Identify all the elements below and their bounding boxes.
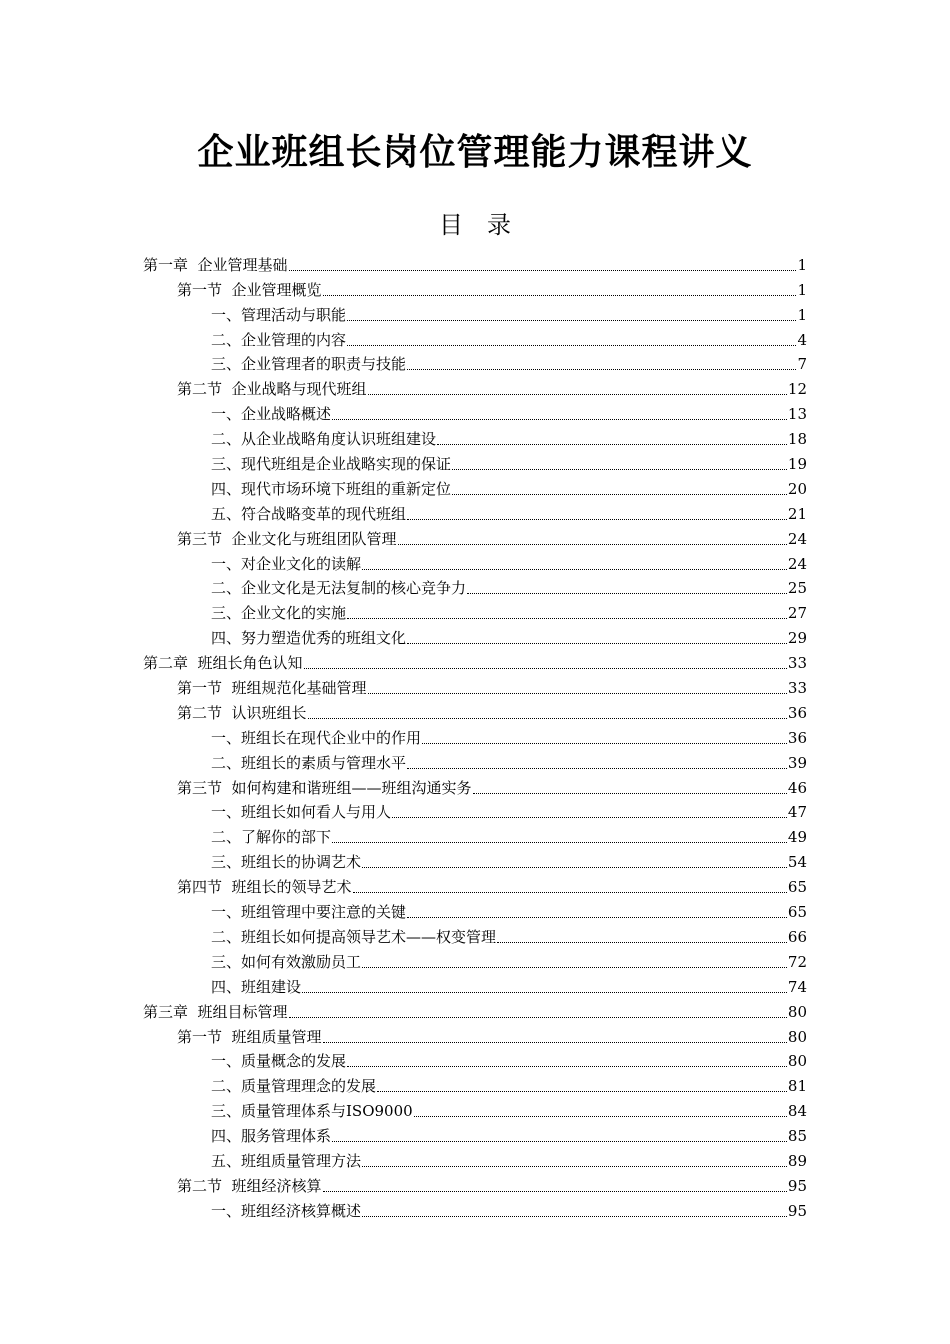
toc-dot-leader [407, 916, 787, 918]
toc-dot-leader [407, 767, 787, 769]
toc-dot-leader [452, 493, 787, 495]
toc-entry-title: 第三节 企业文化与班组团队管理 [177, 529, 397, 548]
toc-dot-leader [289, 269, 797, 271]
toc-dot-leader [362, 966, 787, 968]
toc-entry[interactable] [143, 1096, 807, 1121]
toc-entry[interactable] [143, 449, 807, 474]
toc-dot-leader [422, 742, 787, 744]
toc-dot-leader [407, 518, 787, 520]
toc-entry-page-number: 12 [787, 380, 807, 399]
toc-entry[interactable] [143, 947, 807, 972]
document-title: 企业班组长岗位管理能力课程讲义 [197, 131, 753, 173]
toc-entry-title: 四、服务管理体系 [211, 1127, 332, 1146]
toc-entry-page-number: 84 [787, 1102, 807, 1121]
toc-dot-leader [437, 443, 787, 445]
toc-entry[interactable] [143, 822, 807, 847]
toc-entry-title: 三、如何有效激励员工 [211, 952, 362, 971]
toc-entry[interactable] [143, 350, 807, 375]
toc-entry-page-number: 7 [797, 355, 807, 374]
toc-entry-title: 二、质量管理理念的发展 [211, 1077, 377, 1096]
toc-entry[interactable] [143, 773, 807, 798]
toc-entry[interactable] [143, 325, 807, 350]
toc-entry-page-number: 74 [787, 977, 807, 996]
toc-entry[interactable] [143, 847, 807, 872]
toc-dot-leader [362, 1215, 787, 1217]
toc-entry-page-number: 1 [797, 255, 807, 274]
toc-dot-leader [473, 792, 787, 794]
toc-dot-leader [362, 568, 787, 570]
toc-entry[interactable] [143, 250, 807, 275]
toc-entry[interactable] [143, 424, 807, 449]
toc-dot-leader [347, 344, 796, 346]
toc-entry[interactable] [143, 374, 807, 399]
toc-entry-page-number: 29 [787, 629, 807, 648]
toc-entry-page-number: 80 [787, 1052, 807, 1071]
toc-entry-title: 三、企业文化的实施 [211, 604, 347, 623]
toc-entry[interactable] [143, 1022, 807, 1047]
toc-entry[interactable] [143, 922, 807, 947]
toc-entry-title: 一、质量概念的发展 [211, 1052, 347, 1071]
toc-dot-leader [497, 941, 787, 943]
toc-dot-leader [362, 866, 787, 868]
toc-entry-title: 二、了解你的部下 [211, 828, 332, 847]
toc-entry-page-number: 95 [787, 1201, 807, 1220]
toc-entry-page-number: 46 [787, 778, 807, 797]
toc-entry[interactable] [143, 972, 807, 997]
toc-entry-page-number: 66 [787, 927, 807, 946]
toc-entry-title: 二、班组长的素质与管理水平 [211, 753, 407, 772]
toc-entry[interactable] [143, 673, 807, 698]
toc-entry[interactable] [143, 275, 807, 300]
toc-entry-page-number: 19 [787, 455, 807, 474]
toc-entry[interactable] [143, 1071, 807, 1096]
toc-dot-leader [304, 667, 787, 669]
toc-entry[interactable] [143, 300, 807, 325]
toc-entry[interactable] [143, 897, 807, 922]
toc-dot-leader [332, 1140, 787, 1142]
toc-dot-leader [347, 617, 787, 619]
toc-entry[interactable] [143, 524, 807, 549]
toc-dot-leader [407, 642, 787, 644]
toc-dot-leader [347, 1065, 787, 1067]
toc-dot-leader [302, 991, 787, 993]
toc-entry[interactable] [143, 598, 807, 623]
toc-entry-page-number: 21 [787, 504, 807, 523]
toc-entry-title: 五、班组质量管理方法 [211, 1151, 362, 1170]
toc-entry-page-number: 1 [797, 280, 807, 299]
toc-entry-page-number: 72 [787, 952, 807, 971]
toc-entry[interactable] [143, 997, 807, 1022]
toc-entry-title: 二、企业文化是无法复制的核心竞争力 [211, 579, 467, 598]
toc-entry-title: 三、质量管理体系与ISO9000 [211, 1102, 413, 1121]
toc-entry-title: 三、班组长的协调艺术 [211, 853, 362, 872]
toc-entry-page-number: 36 [787, 728, 807, 747]
toc-entry[interactable] [143, 748, 807, 773]
toc-heading: 目录 [439, 211, 535, 239]
toc-entry-page-number: 65 [787, 878, 807, 897]
toc-dot-leader [353, 891, 787, 893]
toc-entry[interactable] [143, 798, 807, 823]
toc-entry-page-number: 80 [787, 1002, 807, 1021]
toc-entry[interactable] [143, 499, 807, 524]
toc-dot-leader [332, 418, 787, 420]
toc-entry-title: 一、班组长如何看人与用人 [211, 803, 392, 822]
toc-entry-page-number: 36 [787, 703, 807, 722]
toc-entry-title: 一、班组管理中要注意的关键 [211, 903, 407, 922]
toc-entry[interactable] [143, 1196, 807, 1221]
toc-entry-page-number: 33 [787, 654, 807, 673]
toc-entry-page-number: 18 [787, 430, 807, 449]
toc-entry[interactable] [143, 648, 807, 673]
toc-entry-page-number: 25 [787, 579, 807, 598]
toc-entry-page-number: 24 [787, 554, 807, 573]
toc-entry-title: 一、管理活动与职能 [211, 305, 347, 324]
toc-entry[interactable] [143, 1171, 807, 1196]
toc-entry-title: 第一章 企业管理基础 [143, 255, 288, 274]
toc-entry-page-number: 4 [797, 330, 807, 349]
toc-entry-page-number: 33 [787, 679, 807, 698]
toc-entry[interactable] [143, 872, 807, 897]
toc-dot-leader [407, 368, 796, 370]
toc-entry-page-number: 65 [787, 903, 807, 922]
toc-entry-title: 第一节 企业管理概览 [177, 280, 322, 299]
toc-entry-page-number: 54 [787, 853, 807, 872]
toc-entry-title: 二、从企业战略角度认识班组建设 [211, 430, 437, 449]
toc-dot-leader [323, 294, 797, 296]
toc-entry-page-number: 81 [787, 1077, 807, 1096]
toc-entry-page-number: 47 [787, 803, 807, 822]
toc-entry-title: 第二节 认识班组长 [177, 703, 307, 722]
toc-dot-leader [392, 816, 787, 818]
toc-entry[interactable] [143, 623, 807, 648]
toc-dot-leader [332, 841, 787, 843]
toc-dot-leader [398, 543, 787, 545]
toc-entry-title: 一、班组长在现代企业中的作用 [211, 728, 422, 747]
toc-entry[interactable] [143, 1047, 807, 1072]
toc-entry-title: 四、努力塑造优秀的班组文化 [211, 629, 407, 648]
toc-entry-title: 一、企业战略概述 [211, 405, 332, 424]
toc-entry-title: 第四节 班组长的领导艺术 [177, 878, 352, 897]
toc-entry-page-number: 24 [787, 529, 807, 548]
toc-entry-page-number: 49 [787, 828, 807, 847]
toc-entry[interactable] [143, 723, 807, 748]
toc-entry-title: 三、企业管理者的职责与技能 [211, 355, 407, 374]
toc-entry-page-number: 89 [787, 1151, 807, 1170]
toc-dot-leader [377, 1090, 787, 1092]
toc-entry-title: 第三章 班组目标管理 [143, 1002, 288, 1021]
toc-dot-leader [289, 1016, 787, 1018]
toc-entry-title: 四、现代市场环境下班组的重新定位 [211, 479, 452, 498]
toc-entry-title: 第一节 班组规范化基础管理 [177, 679, 367, 698]
toc-dot-leader [414, 1115, 787, 1117]
toc-entry-title: 第二章 班组长角色认知 [143, 654, 303, 673]
toc-entry-title: 三、现代班组是企业战略实现的保证 [211, 455, 452, 474]
toc-entry[interactable] [143, 1146, 807, 1171]
toc-entry-page-number: 80 [787, 1027, 807, 1046]
toc-entry-page-number: 27 [787, 604, 807, 623]
toc-entry-title: 五、符合战略变革的现代班组 [211, 504, 407, 523]
toc-entry-page-number: 20 [787, 479, 807, 498]
toc-entry[interactable] [143, 549, 807, 574]
toc-entry-title: 第三节 如何构建和谐班组——班组沟通实务 [177, 778, 472, 797]
toc-entry-title: 第二节 班组经济核算 [177, 1176, 322, 1195]
toc-entry-title: 一、班组经济核算概述 [211, 1201, 362, 1220]
toc-dot-leader [368, 692, 787, 694]
toc-entry[interactable] [143, 698, 807, 723]
toc-dot-leader [308, 717, 787, 719]
toc-entry[interactable] [143, 1121, 807, 1146]
toc-entry-title: 二、企业管理的内容 [211, 330, 347, 349]
toc-dot-leader [362, 1165, 787, 1167]
toc-entry-title: 第二节 企业战略与现代班组 [177, 380, 367, 399]
toc-dot-leader [347, 319, 796, 321]
toc-entry-title: 第一节 班组质量管理 [177, 1027, 322, 1046]
toc-entry-title: 四、班组建设 [211, 977, 302, 996]
toc-dot-leader [323, 1190, 787, 1192]
toc-entry[interactable] [143, 474, 807, 499]
toc-dot-leader [452, 468, 787, 470]
toc-entry-title: 二、班组长如何提高领导艺术——权变管理 [211, 927, 497, 946]
table-of-contents [143, 250, 807, 1221]
toc-dot-leader [323, 1041, 787, 1043]
toc-dot-leader [368, 393, 787, 395]
toc-entry-page-number: 85 [787, 1127, 807, 1146]
toc-entry-page-number: 39 [787, 753, 807, 772]
toc-entry-page-number: 13 [787, 405, 807, 424]
toc-entry-title: 一、对企业文化的读解 [211, 554, 362, 573]
toc-entry-page-number: 95 [787, 1176, 807, 1195]
toc-entry[interactable] [143, 574, 807, 599]
toc-dot-leader [467, 592, 787, 594]
toc-entry-page-number: 1 [797, 305, 807, 324]
toc-entry[interactable] [143, 399, 807, 424]
